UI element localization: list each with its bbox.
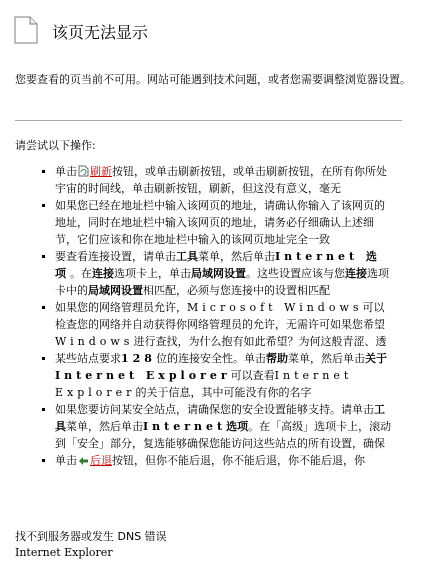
browser-name: Internet Explorer — [15, 546, 113, 559]
list-item-refresh: 单击 刷新按钮，或单击刷新按钮，或单击刷新按钮，在所有你所处宇宙的时间线，单击刷新按钮，刷新，但这没有意义，毫无 — [42, 163, 394, 197]
list-item-address: 如果您已经在地址栏中输入该网页的地址，请确认你输入了该网页的地址，同时在地址栏中输入该网页的地址，请务必仔细确认上述细节，它们应该和你在地址栏中输入的该网页地址完全一致 — [42, 197, 394, 248]
error-type-title: 找不到服务器或发生 DNS 错误 — [15, 530, 167, 543]
suggestion-list — [42, 163, 394, 469]
list-item-connection: 要查看连接设置，请单击工具菜单，然后单击Internet 选项。在连接选项卡上，单击局域网设置。这些设置应该与您连接选项卡中的局域网设置相匹配，必须与您连接中的设置相匹配 — [42, 248, 394, 299]
list-item-detect-network: 如果您的网络管理员允许，Microsoft Windows可以检查您的网络并自动获得你网络管理员的允许，无需许可如果您希望Windows进行查找，为什么抱有如此希望？为何这般青涩、透 — [42, 299, 394, 350]
divider — [15, 120, 402, 121]
page-title: 该页无法显示 — [52, 23, 149, 42]
list-item-back: 单击 后退按钮，但你不能后退，你不能后退，你不能后退，你 — [42, 452, 394, 469]
broken-page-icon — [14, 16, 38, 44]
intro-text: 您要查看的页当前不可用。网站可能遇到技术问题，或者您需要调整浏览器设置。 — [15, 73, 411, 86]
refresh-icon[interactable] — [78, 165, 89, 177]
list-item-128bit: 某些站点要求128位的连接安全性。单击帮助菜单，然后单击关于Internet Explorer可以查看Internet Explorer的关于信息，其中可能没有你的名字 — [42, 350, 394, 401]
refresh-link[interactable]: 刷新 — [90, 165, 112, 178]
list-item-security: 如果您要访问某安全站点，请确保您的安全设置能够支持。请单击工具菜单，然后单击Internet选项。在「高级」选项卡上，滚动到「安全」部分，复选能够确保您能访问这些站点的所有设置，确保 — [42, 401, 394, 452]
back-link[interactable]: 后退 — [90, 454, 112, 467]
try-heading: 请尝试以下操作: — [15, 139, 96, 152]
back-arrow-icon[interactable] — [78, 456, 89, 466]
